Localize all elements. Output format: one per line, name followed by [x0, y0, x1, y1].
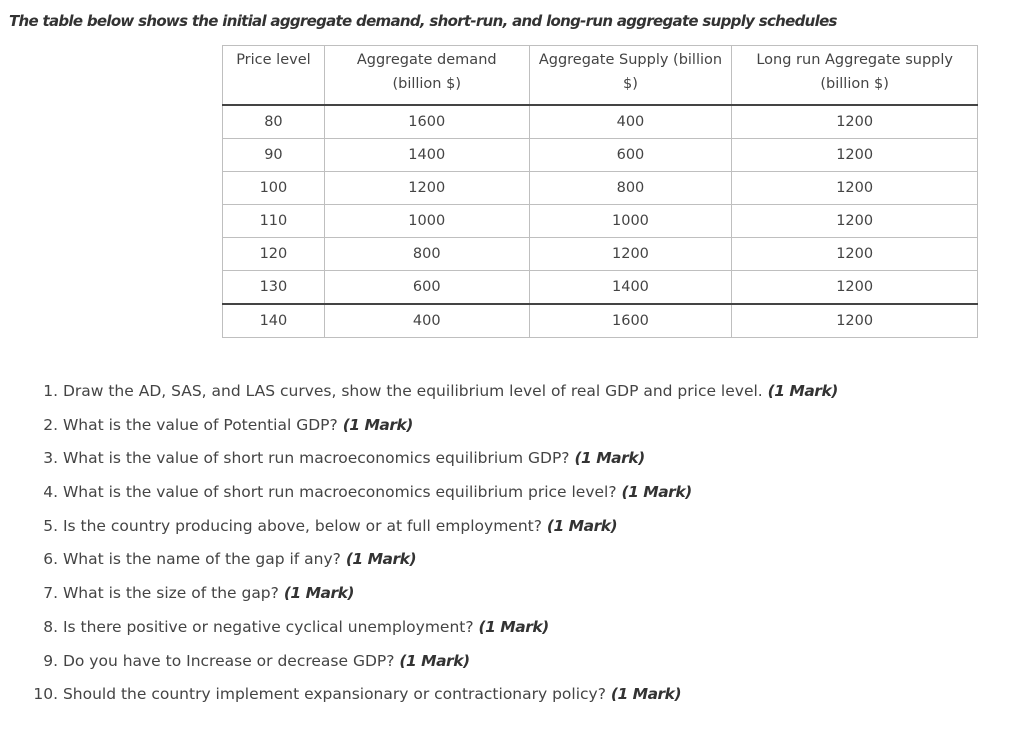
question-number: 8. — [43, 617, 58, 636]
cell-aggregate-supply: 1200 — [529, 238, 732, 271]
question-mark: (1 Mark) — [574, 449, 645, 468]
question-item — [0, 477, 838, 511]
question-number: 3. — [43, 449, 58, 468]
cell-long-run-supply: 1200 — [732, 172, 978, 205]
cell-aggregate-supply: 1000 — [529, 205, 732, 238]
question-item — [0, 410, 838, 444]
cell-price-level: 90 — [223, 139, 325, 172]
cell-aggregate-demand: 1000 — [324, 205, 529, 238]
question-number: 5. — [43, 516, 58, 535]
cell-aggregate-demand: 1400 — [324, 139, 529, 172]
question-text: What is the value of short run macroeconomics equilibrium GDP? — [62, 449, 570, 468]
question-number: 1. — [43, 382, 58, 400]
question-item — [0, 646, 838, 680]
cell-aggregate-supply: 800 — [529, 172, 732, 205]
cell-aggregate-demand: 400 — [324, 304, 529, 338]
cell-aggregate-supply: 400 — [529, 105, 732, 139]
question-number: 10. — [33, 685, 58, 704]
question-text: What is the size of the gap? — [62, 584, 279, 603]
question-item — [0, 511, 838, 545]
question-text: What is the name of the gap if any? — [62, 550, 341, 569]
table-row — [223, 205, 978, 238]
question-mark: (1 Mark) — [342, 415, 413, 434]
table-row — [223, 304, 978, 338]
table-row — [223, 238, 978, 271]
question-number: 4. — [43, 483, 58, 502]
question-text: Is there positive or negative cyclical unemployment? — [62, 617, 474, 636]
cell-price-level: 120 — [223, 238, 325, 271]
question-mark: (1 Mark) — [478, 617, 549, 636]
header-aggregate-demand: Aggregate demand (billion $) — [324, 46, 529, 106]
cell-long-run-supply: 1200 — [732, 139, 978, 172]
question-text: What is the value of short run macroeconomics equilibrium price level? — [62, 483, 617, 502]
table-row — [223, 271, 978, 305]
question-number: 7. — [43, 584, 58, 603]
cell-long-run-supply: 1200 — [732, 105, 978, 139]
question-mark: (1 Mark) — [767, 382, 838, 400]
table-row — [223, 105, 978, 139]
question-mark: (1 Mark) — [610, 685, 682, 704]
question-number: 6. — [43, 550, 58, 569]
header-price-level: Price level — [223, 46, 325, 106]
question-text: Draw the AD, SAS, and LAS curves, show the equilibrium level of real GDP and price level. — [62, 382, 763, 400]
cell-long-run-supply: 1200 — [732, 271, 978, 305]
table-header-row — [223, 46, 978, 106]
header-aggregate-supply: Aggregate Supply (billion $) — [529, 46, 732, 106]
cell-price-level: 140 — [223, 304, 325, 338]
question-mark: (1 Mark) — [621, 483, 692, 502]
question-number: 9. — [43, 651, 58, 670]
cell-aggregate-supply: 600 — [529, 139, 732, 172]
question-list — [0, 376, 838, 713]
cell-aggregate-demand: 1600 — [324, 105, 529, 139]
question-text: Should the country implement expansionary or contractionary policy? — [62, 685, 606, 704]
question-mark: (1 Mark) — [546, 516, 618, 535]
question-item — [0, 443, 838, 477]
question-item — [0, 376, 838, 410]
header-long-run-aggregate-supply: Long run Aggregate supply (billion $) — [732, 46, 978, 106]
cell-aggregate-supply: 1600 — [529, 304, 732, 338]
cell-long-run-supply: 1200 — [732, 205, 978, 238]
question-number: 2. — [43, 415, 58, 434]
question-item — [0, 544, 838, 578]
cell-price-level: 80 — [223, 105, 325, 139]
cell-price-level: 100 — [223, 172, 325, 205]
schedule-table — [222, 45, 978, 338]
cell-price-level: 130 — [223, 271, 325, 305]
cell-aggregate-demand: 1200 — [324, 172, 529, 205]
table-row — [223, 139, 978, 172]
question-text: Is the country producing above, below or at full employment? — [62, 516, 542, 535]
question-mark: (1 Mark) — [399, 651, 470, 670]
question-text: What is the value of Potential GDP? — [62, 415, 338, 434]
question-text: Do you have to Increase or decrease GDP? — [62, 651, 395, 670]
table-row — [223, 172, 978, 205]
question-item — [0, 679, 838, 713]
cell-long-run-supply: 1200 — [732, 304, 978, 338]
question-item — [0, 578, 838, 612]
question-item — [0, 612, 838, 646]
cell-aggregate-demand: 800 — [324, 238, 529, 271]
question-mark: (1 Mark) — [283, 584, 355, 603]
cell-long-run-supply: 1200 — [732, 238, 978, 271]
cell-price-level: 110 — [223, 205, 325, 238]
cell-aggregate-supply: 1400 — [529, 271, 732, 305]
intro-text: The table below shows the initial aggregate demand, short-run, and long-run aggregate supply schedules — [9, 12, 837, 30]
cell-aggregate-demand: 600 — [324, 271, 529, 305]
question-mark: (1 Mark) — [345, 550, 417, 569]
